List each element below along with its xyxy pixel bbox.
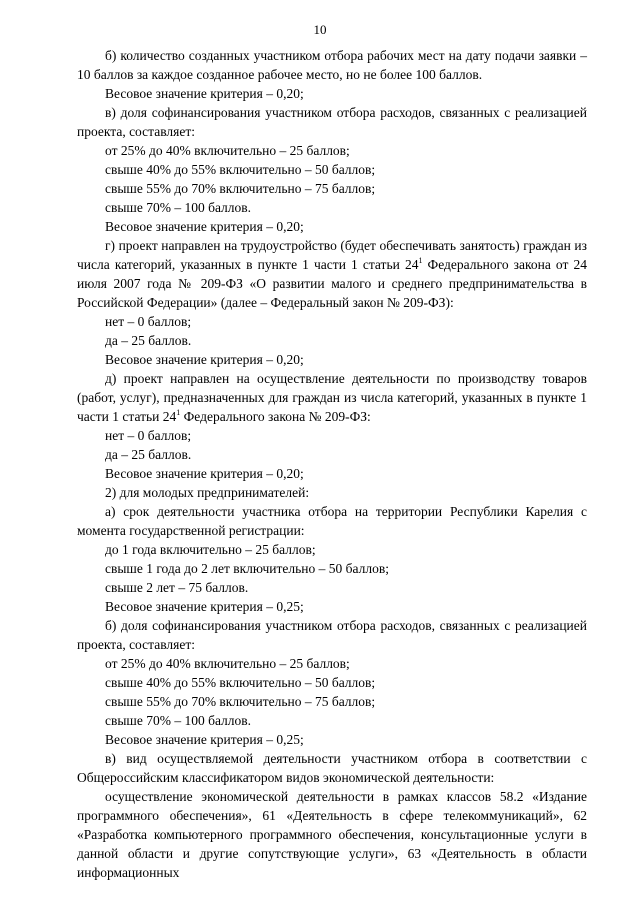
paragraph: б) доля софинансирования участником отбора расходов, связанных с реализацией проекта, составляет: — [77, 618, 587, 652]
paragraph: свыше 70% – 100 баллов. — [105, 200, 252, 215]
paragraph: нет – 0 баллов; — [105, 428, 192, 443]
paragraph-text: Федерального закона № 209-ФЗ: — [180, 409, 371, 424]
document-body — [77, 46, 587, 882]
paragraph: в) доля софинансирования участником отбора расходов, связанных с реализацией проекта, составляет: — [77, 105, 587, 139]
paragraph: нет – 0 баллов; — [105, 314, 192, 329]
paragraph: свыше 70% – 100 баллов. — [105, 713, 252, 728]
paragraph: а) срок деятельности участника отбора на территории Республики Карелия с момента государственной регистрации: — [77, 504, 587, 538]
paragraph: Весовое значение критерия – 0,25; — [105, 732, 304, 747]
paragraph: Весовое значение критерия – 0,20; — [105, 466, 304, 481]
paragraph: от 25% до 40% включительно – 25 баллов; — [105, 656, 350, 671]
paragraph: осуществление экономической деятельности в рамках классов 58.2 «Издание программного обеспечения», 61 «Деятельность в сфере телекоммуникаций», 62 «Разработка компьютерного программного обеспечения, консультационные услуги в данной области и другие сопутствующие услуги», 63 «Деятельность в области информационных — [77, 789, 587, 880]
paragraph: свыше 40% до 55% включительно – 50 баллов; — [105, 162, 376, 177]
paragraph-text: г) проект направлен на трудоустройство (будет обеспечивать занятость) граждан из числа категорий, указанных в пункте 1 части 1 статьи 24 — [77, 238, 587, 272]
paragraph: свыше 1 года до 2 лет включительно – 50 баллов; — [105, 561, 389, 576]
paragraph: от 25% до 40% включительно – 25 баллов; — [105, 143, 350, 158]
paragraph-text: Федерального закона от 24 июля 2007 года № 209-ФЗ «О развитии малого и среднего предпринимательства в Российской Федерации» (далее – Федеральный закон № 209-ФЗ): — [77, 257, 587, 310]
page-number: 10 — [313, 22, 327, 37]
superscript: 1 — [418, 256, 423, 265]
paragraph: Весовое значение критерия – 0,20; — [105, 86, 304, 101]
paragraph: б) количество созданных участником отбора рабочих мест на дату подачи заявки – 10 баллов за каждое созданное рабочее место, но не более 100 баллов. — [77, 48, 587, 82]
superscript: 1 — [176, 408, 181, 417]
paragraph — [77, 369, 587, 426]
paragraph: Весовое значение критерия – 0,20; — [105, 219, 304, 234]
paragraph: 2) для молодых предпринимателей: — [105, 485, 310, 500]
paragraph — [77, 236, 587, 312]
paragraph: да – 25 баллов. — [105, 333, 192, 348]
paragraph: в) вид осуществляемой деятельности участником отбора в соответствии с Общероссийским классификатором видов экономической деятельности: — [77, 751, 587, 785]
paragraph-text: д) проект направлен на осуществление деятельности по производству товаров (работ, услуг), предназначенных для граждан из числа категорий, указанных в пункте 1 части 1 статьи 24 — [77, 371, 587, 424]
paragraph: свыше 55% до 70% включительно – 75 баллов; — [105, 694, 376, 709]
paragraph: свыше 2 лет – 75 баллов. — [105, 580, 249, 595]
paragraph: Весовое значение критерия – 0,20; — [105, 352, 304, 367]
paragraph: свыше 55% до 70% включительно – 75 баллов; — [105, 181, 376, 196]
paragraph: свыше 40% до 55% включительно – 50 баллов; — [105, 675, 376, 690]
paragraph: да – 25 баллов. — [105, 447, 192, 462]
paragraph: Весовое значение критерия – 0,25; — [105, 599, 304, 614]
paragraph: до 1 года включительно – 25 баллов; — [105, 542, 316, 557]
